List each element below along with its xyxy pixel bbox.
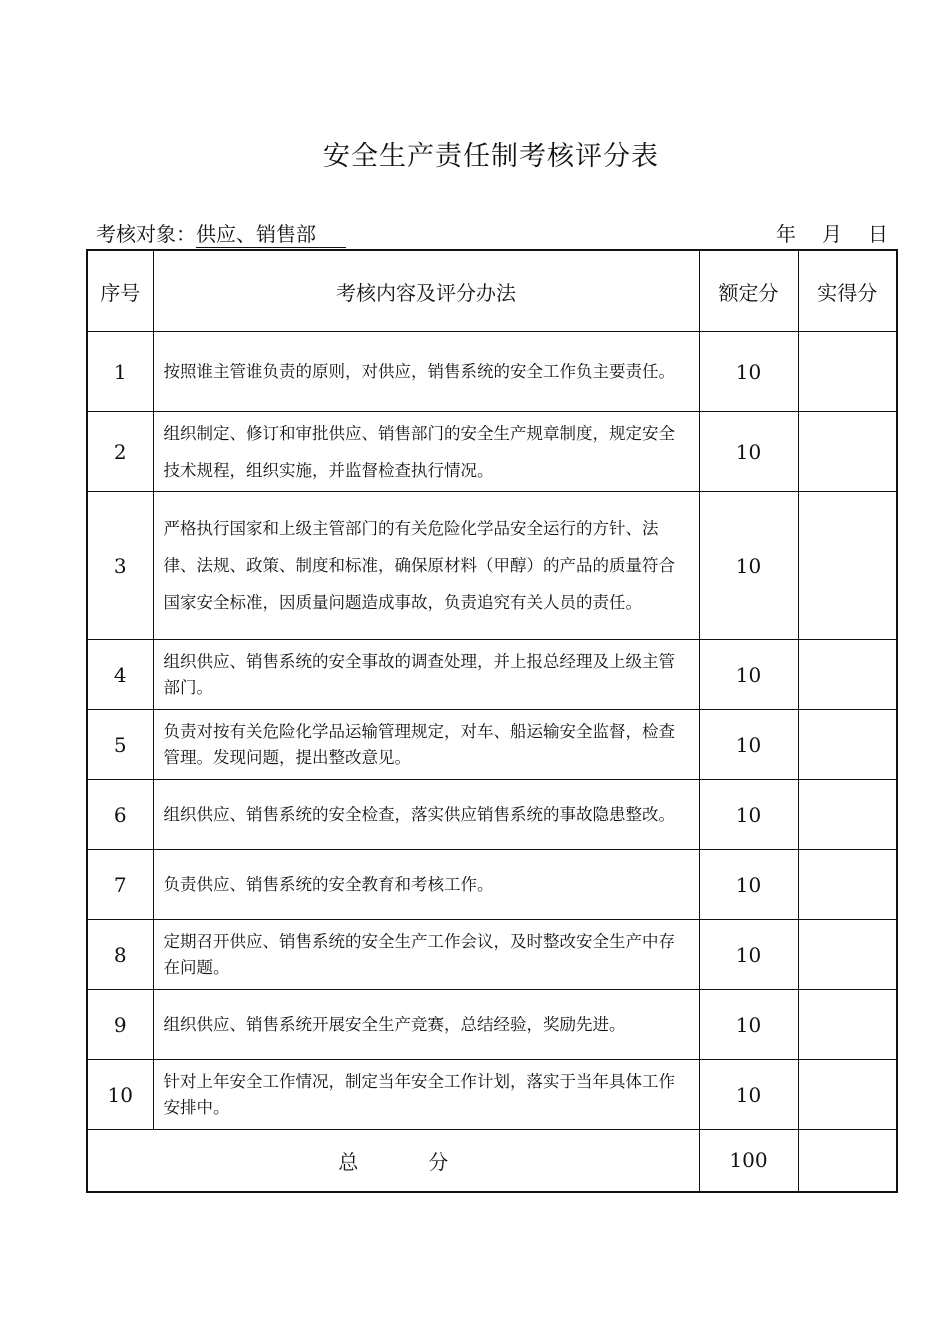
table-row [87,412,897,492]
row-number: 10 [87,1060,153,1130]
row-actual-score-cell[interactable] [798,990,897,1060]
row-content: 组织供应、销售系统的安全事故的调查处理，并上报总经理及上级主管部门。 [153,640,699,710]
row-quota: 10 [699,412,798,492]
row-content: 负责供应、销售系统的安全教育和考核工作。 [153,850,699,920]
table-row [87,780,897,850]
row-quota: 10 [699,780,798,850]
total-row [87,1130,897,1192]
page-title: 安全生产责任制考核评分表 [323,141,659,172]
row-content: 针对上年安全工作情况，制定当年安全工作计划，落实于当年具体工作安排中。 [153,1060,699,1130]
row-quota: 10 [699,492,798,640]
table-row [87,332,897,412]
table-header-row [87,250,897,332]
row-quota: 10 [699,640,798,710]
assessment-target [96,218,346,248]
row-actual-score-cell[interactable] [798,640,897,710]
row-quota: 10 [699,990,798,1060]
row-content: 按照谁主管谁负责的原则，对供应，销售系统的安全工作负主要责任。 [153,332,699,412]
table-row [87,850,897,920]
date-line [776,218,888,247]
header-actual: 实得分 [798,250,897,332]
row-number: 6 [87,780,153,850]
row-content: 组织供应、销售系统开展安全生产竞赛，总结经验，奖励先进。 [153,990,699,1060]
target-label: 考核对象： [96,222,196,246]
month-label: 月 [822,222,842,246]
table-row [87,1060,897,1130]
row-actual-score-cell[interactable] [798,710,897,780]
year-label: 年 [776,222,796,246]
row-actual-score-cell[interactable] [798,492,897,640]
table-row [87,710,897,780]
score-table [86,249,898,1193]
total-actual-score-cell[interactable] [798,1130,897,1192]
row-number: 4 [87,640,153,710]
total-label-char-2: 分 [428,1149,449,1174]
row-number: 9 [87,990,153,1060]
row-content: 负责对按有关危险化学品运输管理规定，对车、船运输安全监督，检查管理。发现问题，提出整改意见。 [153,710,699,780]
row-number: 7 [87,850,153,920]
table-row [87,920,897,990]
row-number: 5 [87,710,153,780]
total-quota: 100 [699,1130,798,1192]
row-actual-score-cell[interactable] [798,332,897,412]
row-actual-score-cell[interactable] [798,1060,897,1130]
row-actual-score-cell[interactable] [798,850,897,920]
table-row [87,990,897,1060]
row-actual-score-cell[interactable] [798,780,897,850]
row-actual-score-cell[interactable] [798,412,897,492]
row-quota: 10 [699,1060,798,1130]
total-label-char-1: 总 [338,1149,359,1174]
row-actual-score-cell[interactable] [798,920,897,990]
target-value-field[interactable]: 供应、销售部 [196,218,346,248]
header-no: 序号 [87,250,153,332]
row-quota: 10 [699,710,798,780]
row-quota: 10 [699,332,798,412]
total-label [87,1130,699,1192]
row-content: 定期召开供应、销售系统的安全生产工作会议，及时整改安全生产中存在问题。 [153,920,699,990]
header-content: 考核内容及评分办法 [153,250,699,332]
header-quota: 额定分 [699,250,798,332]
row-number: 8 [87,920,153,990]
row-number: 1 [87,332,153,412]
row-number: 2 [87,412,153,492]
row-quota: 10 [699,850,798,920]
row-content: 组织供应、销售系统的安全检查，落实供应销售系统的事故隐患整改。 [153,780,699,850]
table-row [87,492,897,640]
row-number: 3 [87,492,153,640]
table-row [87,640,897,710]
row-content: 组织制定、修订和审批供应、销售部门的安全生产规章制度，规定安全技术规程，组织实施，并监督检查执行情况。 [153,412,699,492]
row-quota: 10 [699,920,798,990]
day-label: 日 [868,222,888,246]
row-content: 严格执行国家和上级主管部门的有关危险化学品安全运行的方针、法律、法规、政策、制度和标准，确保原材料（甲醇）的产品的质量符合国家安全标准，因质量问题造成事故，负责追究有关人员的责任。 [153,492,699,640]
